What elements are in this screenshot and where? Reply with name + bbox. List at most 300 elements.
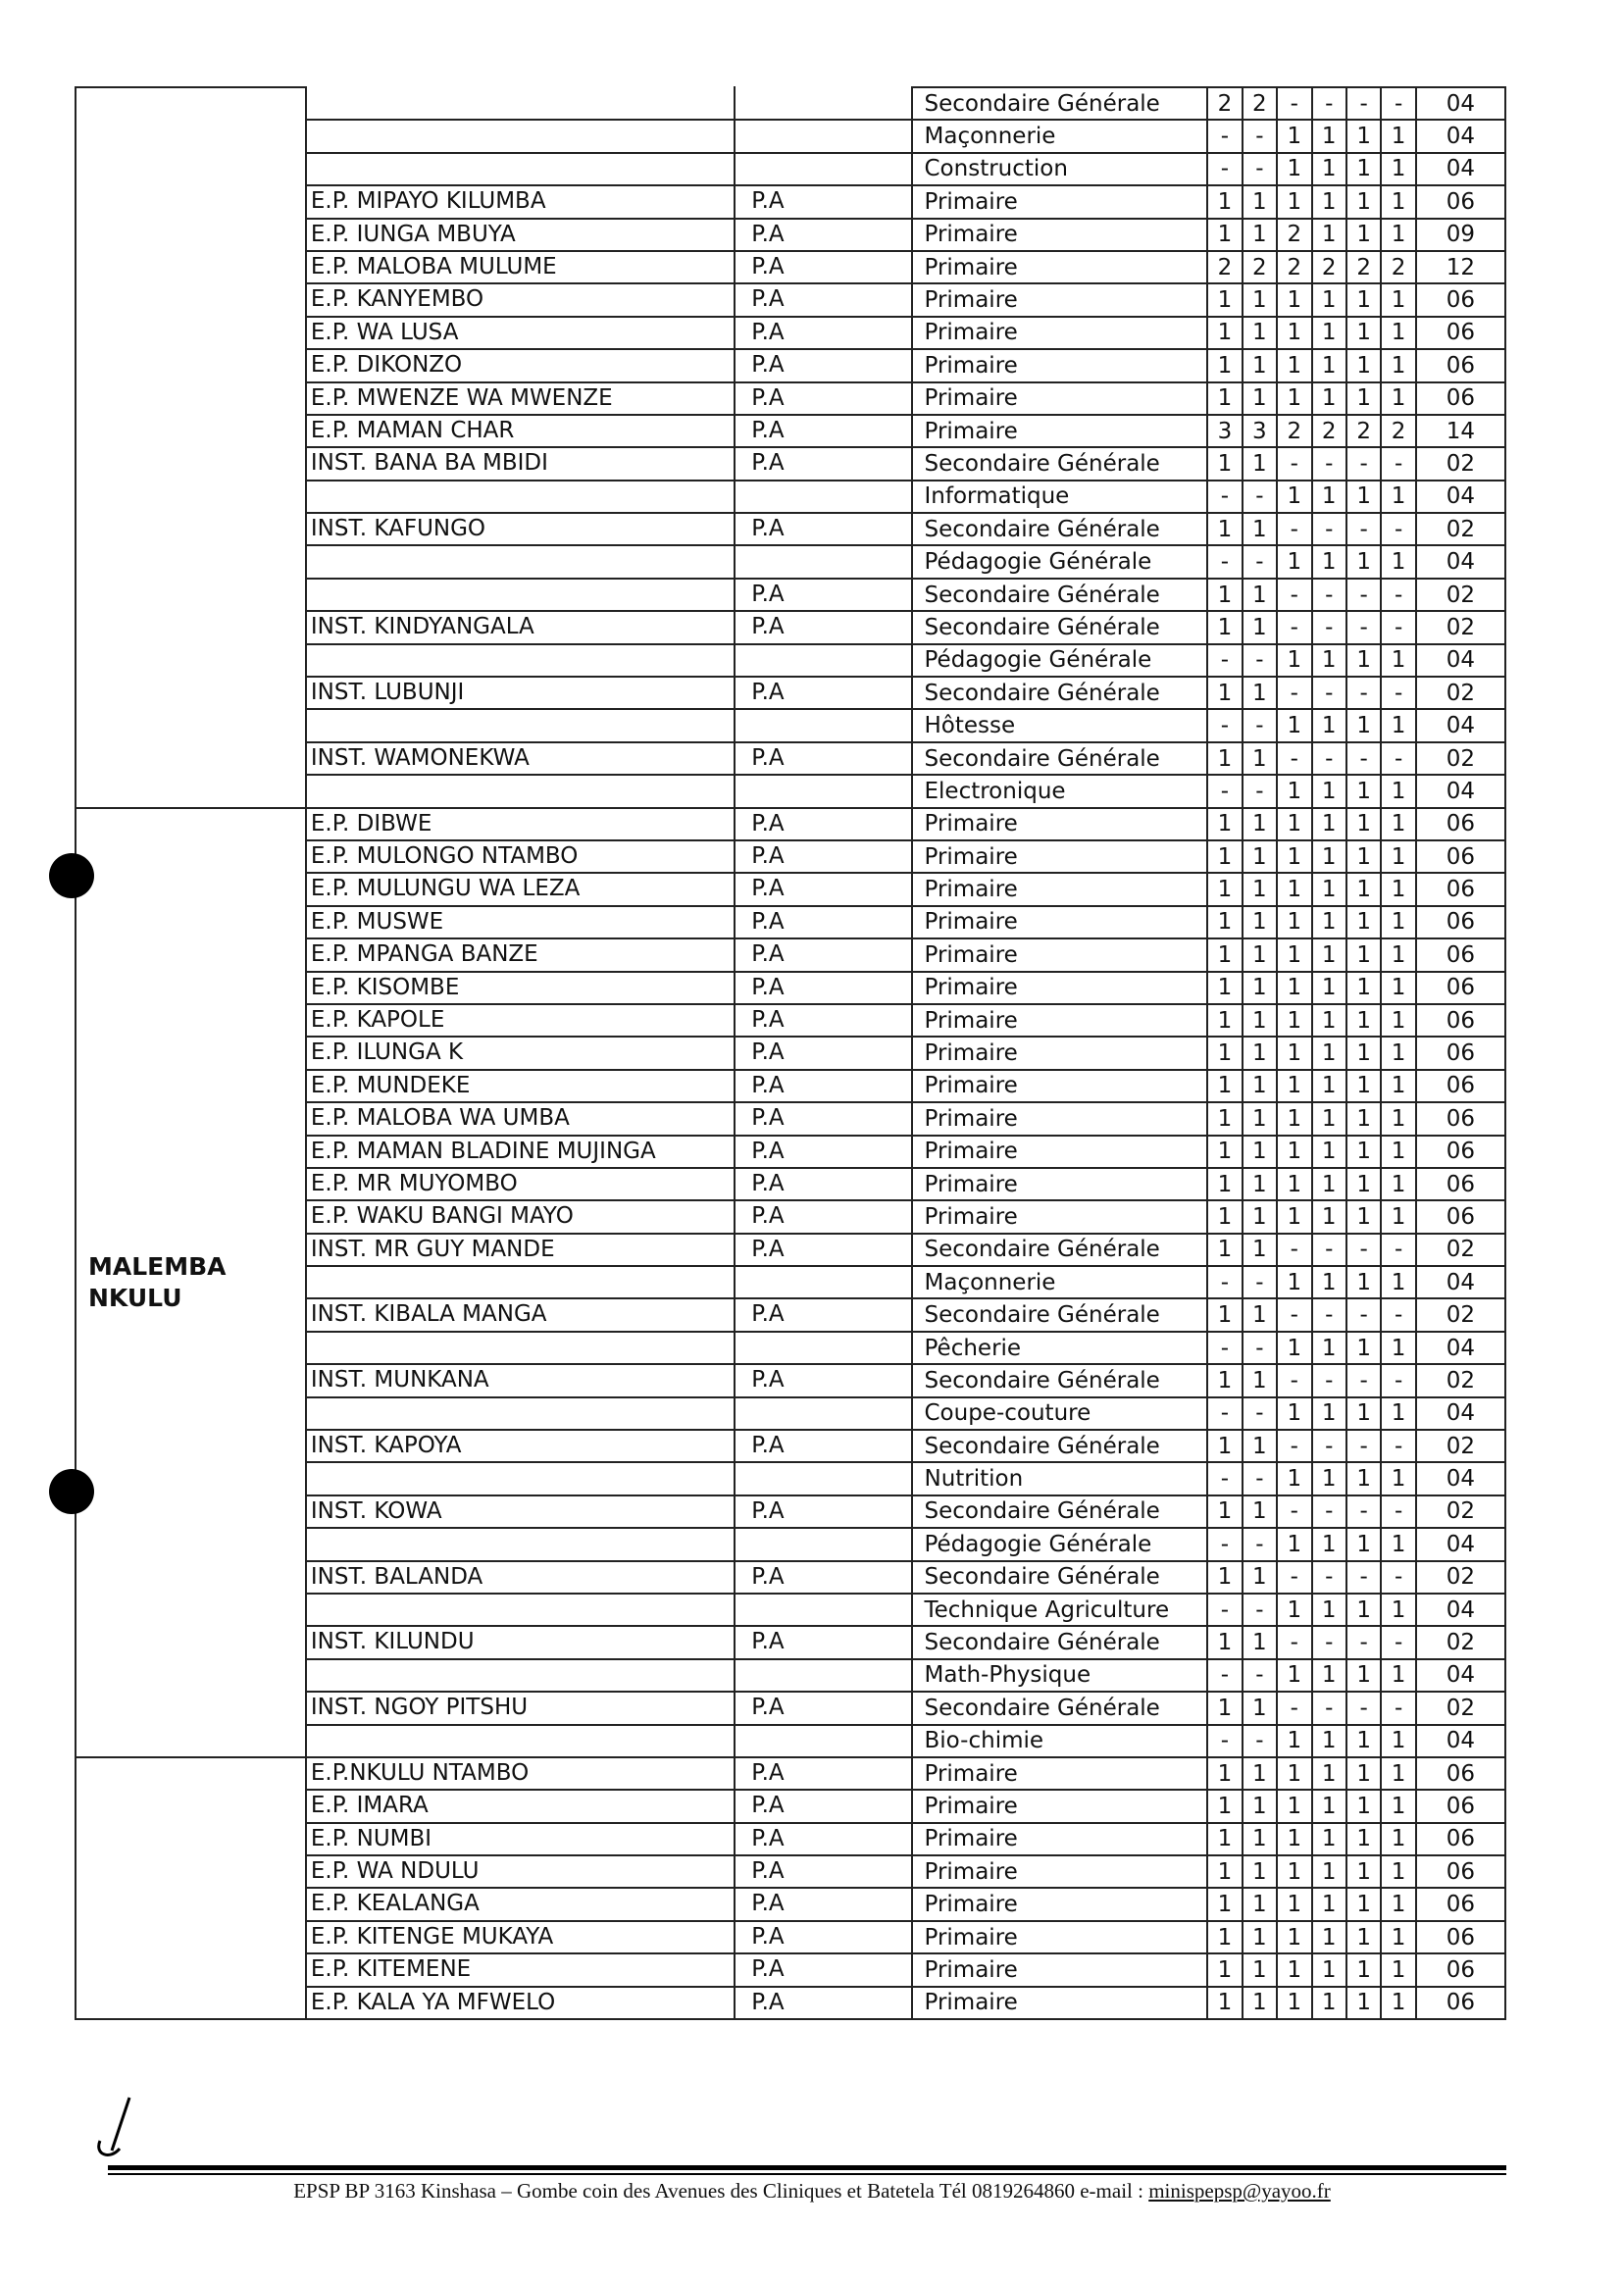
level-count: 1 [1207,513,1242,545]
total: 06 [1416,317,1505,349]
level-count: 1 [1243,185,1277,218]
level-count: - [1277,1495,1311,1528]
school-name [306,644,735,677]
level-count: 1 [1381,709,1415,741]
total: 06 [1416,808,1505,840]
level-count: - [1243,1528,1277,1560]
level-count: 1 [1243,1561,1277,1594]
level-count: 1 [1207,611,1242,643]
level-count: - [1312,513,1346,545]
total: 04 [1416,709,1505,741]
option: Secondaire Générale [912,1364,1208,1396]
level-count: 1 [1346,349,1381,381]
level-count: - [1207,709,1242,741]
level-count: 2 [1312,415,1346,447]
level-count: - [1381,1692,1415,1724]
level-count: 1 [1277,1921,1311,1953]
level-count: 1 [1207,1790,1242,1822]
level-count: - [1381,1495,1415,1528]
level-count: 1 [1277,1136,1311,1168]
school-name: E.P. MULUNGU WA LEZA [306,873,735,905]
level-count: 2 [1381,415,1415,447]
level-count: - [1346,1364,1381,1396]
total: 14 [1416,415,1505,447]
level-count: 1 [1381,545,1415,578]
level-count: 1 [1346,938,1381,971]
level-count: 1 [1243,219,1277,251]
level-count: 2 [1312,251,1346,283]
total: 06 [1416,349,1505,381]
level-count: 1 [1346,219,1381,251]
level-count: 1 [1207,1136,1242,1168]
level-count: 1 [1346,1397,1381,1430]
level-count: - [1381,1561,1415,1594]
level-count: - [1207,1266,1242,1298]
level-count: 1 [1312,709,1346,741]
option: Primaire [912,317,1208,349]
regime: P.A [735,1004,911,1037]
school-name: E.P. MUSWE [306,906,735,938]
level-count: - [1207,1397,1242,1430]
school-name [306,709,735,741]
school-name: E.P. IUNGA MBUYA [306,219,735,251]
level-count: - [1312,87,1346,120]
level-count: - [1277,87,1311,120]
level-count: 1 [1207,1888,1242,1920]
level-count: 1 [1207,873,1242,905]
level-count: - [1277,611,1311,643]
level-count: - [1277,1626,1311,1658]
total: 06 [1416,185,1505,218]
level-count: 1 [1346,1070,1381,1102]
level-count: 1 [1207,1495,1242,1528]
regime: P.A [735,382,911,415]
level-count: - [1207,545,1242,578]
option: Secondaire Générale [912,447,1208,480]
level-count: 1 [1277,1823,1311,1855]
regime: P.A [735,317,911,349]
level-count: 1 [1381,1888,1415,1920]
level-count: - [1346,742,1381,775]
total: 06 [1416,283,1505,316]
level-count: 2 [1381,251,1415,283]
option: Primaire [912,185,1208,218]
level-count: 1 [1312,185,1346,218]
level-count: 1 [1346,545,1381,578]
binder-hole [49,853,94,898]
total: 06 [1416,1757,1505,1790]
level-count: 1 [1207,1364,1242,1396]
total: 12 [1416,251,1505,283]
level-count: 1 [1277,317,1311,349]
regime [735,1332,911,1364]
total: 04 [1416,1659,1505,1692]
level-count: 1 [1312,1037,1346,1069]
level-count: - [1207,120,1242,152]
school-name: E.P. MWENZE WA MWENZE [306,382,735,415]
total: 04 [1416,1332,1505,1364]
regime: P.A [735,1561,911,1594]
level-count: 1 [1207,840,1242,873]
level-count: 1 [1277,1037,1311,1069]
total: 04 [1416,1462,1505,1495]
school-name: E.P. KISOMBE [306,972,735,1004]
level-count: - [1381,1298,1415,1331]
total: 06 [1416,938,1505,971]
regime: P.A [735,1168,911,1200]
level-count: 1 [1312,775,1346,807]
level-count: 1 [1243,513,1277,545]
level-count: - [1277,1430,1311,1462]
option: Hôtesse [912,709,1208,741]
school-name [306,1725,735,1757]
level-count: 1 [1243,579,1277,611]
level-count: - [1243,644,1277,677]
level-count: - [1207,1332,1242,1364]
school-name: INST. NGOY PITSHU [306,1692,735,1724]
level-count: - [1312,742,1346,775]
level-count: 1 [1381,120,1415,152]
school-name: INST. KILUNDU [306,1626,735,1658]
level-count: 1 [1346,1102,1381,1135]
level-count: - [1381,1234,1415,1266]
level-count: - [1243,1725,1277,1757]
level-count: 1 [1207,972,1242,1004]
option: Secondaire Générale [912,1692,1208,1724]
regime: P.A [735,972,911,1004]
level-count: 1 [1243,1987,1277,2019]
level-count: - [1346,1495,1381,1528]
level-count: 1 [1381,1594,1415,1626]
level-count: 1 [1346,972,1381,1004]
option: Primaire [912,1823,1208,1855]
school-name: E.P. NUMBI [306,1823,735,1855]
level-count: 3 [1243,415,1277,447]
level-count: 1 [1312,1004,1346,1037]
level-count: 1 [1381,938,1415,971]
level-count: 1 [1243,283,1277,316]
option: Primaire [912,1004,1208,1037]
total: 06 [1416,1921,1505,1953]
level-count: 1 [1243,1234,1277,1266]
level-count: 1 [1312,644,1346,677]
regime: P.A [735,1037,911,1069]
level-count: 1 [1207,317,1242,349]
level-count: 1 [1277,382,1311,415]
level-count: 1 [1277,709,1311,741]
level-count: 1 [1381,219,1415,251]
regime: P.A [735,1888,911,1920]
level-count: 1 [1207,1004,1242,1037]
total: 06 [1416,1200,1505,1233]
regime [735,481,911,513]
level-count: 1 [1312,1921,1346,1953]
option: Primaire [912,873,1208,905]
level-count: 1 [1381,1397,1415,1430]
level-count: 1 [1312,1528,1346,1560]
regime: P.A [735,219,911,251]
level-count: 1 [1346,808,1381,840]
level-count: 1 [1346,1136,1381,1168]
level-count: 1 [1207,1037,1242,1069]
level-count: 1 [1381,1200,1415,1233]
level-count: - [1312,447,1346,480]
option: Primaire [912,1168,1208,1200]
level-count: 1 [1346,1921,1381,1953]
level-count: 1 [1207,1987,1242,2019]
regime [735,1528,911,1560]
level-count: 1 [1346,1168,1381,1200]
level-count: - [1346,611,1381,643]
level-count: - [1381,513,1415,545]
level-count: 1 [1277,1888,1311,1920]
option: Coupe-couture [912,1397,1208,1430]
level-count: 1 [1346,840,1381,873]
school-name [306,120,735,152]
total: 06 [1416,1823,1505,1855]
total: 06 [1416,1855,1505,1888]
regime: P.A [735,808,911,840]
level-count: - [1277,677,1311,709]
level-count: 1 [1207,185,1242,218]
school-name: E.P. KANYEMBO [306,283,735,316]
school-name [306,1397,735,1430]
school-name: E.P. KITEMENE [306,1953,735,1986]
footer-rule-thin [108,2173,1506,2175]
total: 06 [1416,1136,1505,1168]
level-count: 1 [1346,709,1381,741]
level-count: 1 [1207,742,1242,775]
school-name: E.P. ILUNGA K [306,1037,735,1069]
region-cell [76,1757,306,2019]
regime [735,1725,911,1757]
level-count: 1 [1207,1102,1242,1135]
level-count: 1 [1381,1037,1415,1069]
level-count: 1 [1312,972,1346,1004]
school-name [306,545,735,578]
level-count: 2 [1207,87,1242,120]
option: Primaire [912,1953,1208,1986]
option: Secondaire Générale [912,1234,1208,1266]
level-count: 1 [1277,644,1311,677]
level-count: 1 [1243,906,1277,938]
school-name: E.P. MALOBA MULUME [306,251,735,283]
level-count: 1 [1243,972,1277,1004]
level-count: 1 [1207,677,1242,709]
level-count: 1 [1346,1594,1381,1626]
level-count: 2 [1346,251,1381,283]
option: Primaire [912,972,1208,1004]
school-name: E.P. KALA YA MFWELO [306,1987,735,2019]
school-name: E.P. MPANGA BANZE [306,938,735,971]
level-count: 1 [1312,545,1346,578]
total: 02 [1416,1495,1505,1528]
level-count: - [1381,87,1415,120]
total: 02 [1416,1561,1505,1594]
level-count: 1 [1381,1757,1415,1790]
school-name: INST. KIBALA MANGA [306,1298,735,1331]
school-name: E.P.NKULU NTAMBO [306,1757,735,1790]
level-count: 1 [1346,1462,1381,1495]
level-count: 1 [1243,1070,1277,1102]
option: Construction [912,153,1208,185]
level-count: - [1243,1594,1277,1626]
level-count: 1 [1312,1332,1346,1364]
level-count: 1 [1312,1462,1346,1495]
total: 04 [1416,775,1505,807]
total: 06 [1416,1168,1505,1200]
option: Bio-chimie [912,1725,1208,1757]
option: Secondaire Générale [912,742,1208,775]
option: Secondaire Générale [912,1298,1208,1331]
level-count: 1 [1277,972,1311,1004]
total: 04 [1416,87,1505,120]
level-count: 1 [1312,938,1346,971]
level-count: 1 [1381,481,1415,513]
total: 06 [1416,1004,1505,1037]
level-count: 1 [1207,1430,1242,1462]
level-count: 1 [1277,349,1311,381]
level-count: 1 [1346,906,1381,938]
level-count: - [1243,1397,1277,1430]
school-name [306,1659,735,1692]
level-count: 1 [1381,873,1415,905]
level-count: - [1346,1626,1381,1658]
total: 06 [1416,1070,1505,1102]
level-count: 1 [1207,906,1242,938]
option: Primaire [912,1037,1208,1069]
level-count: 1 [1277,1528,1311,1560]
regime: P.A [735,1430,911,1462]
level-count: 1 [1243,677,1277,709]
school-name: E.P. MIPAYO KILUMBA [306,185,735,218]
level-count: - [1277,1298,1311,1331]
level-count: 1 [1243,1168,1277,1200]
school-name: INST. KAPOYA [306,1430,735,1462]
level-count: - [1207,775,1242,807]
level-count: 1 [1312,1855,1346,1888]
level-count: 1 [1207,349,1242,381]
level-count: 1 [1312,873,1346,905]
option: Secondaire Générale [912,1495,1208,1528]
total: 06 [1416,906,1505,938]
table-row [76,1757,1505,1790]
level-count: 1 [1381,349,1415,381]
regime: P.A [735,251,911,283]
option: Primaire [912,1200,1208,1233]
level-count: 1 [1381,1004,1415,1037]
region-cell [76,87,306,808]
option: Primaire [912,1757,1208,1790]
total: 02 [1416,1626,1505,1658]
school-name: INST. MR GUY MANDE [306,1234,735,1266]
regime: P.A [735,1364,911,1396]
binder-hole [49,1469,94,1514]
level-count: 1 [1207,1757,1242,1790]
level-count: 1 [1277,1168,1311,1200]
level-count: 1 [1381,1790,1415,1822]
option: Maçonnerie [912,120,1208,152]
level-count: - [1243,709,1277,741]
school-name [306,481,735,513]
regime [735,1659,911,1692]
level-count: 1 [1243,349,1277,381]
option: Pédagogie Générale [912,1528,1208,1560]
level-count: - [1381,1626,1415,1658]
school-name: INST. KINDYANGALA [306,611,735,643]
level-count: - [1277,513,1311,545]
level-count: 2 [1277,219,1311,251]
level-count: 2 [1277,415,1311,447]
level-count: 1 [1312,1823,1346,1855]
level-count: 1 [1312,1266,1346,1298]
regime: P.A [735,873,911,905]
level-count: 1 [1346,1953,1381,1986]
level-count: 2 [1243,251,1277,283]
level-count: - [1312,677,1346,709]
school-name: E.P. DIBWE [306,808,735,840]
option: Secondaire Générale [912,611,1208,643]
region-cell: MALEMBA NKULU [76,808,306,1757]
level-count: - [1277,1364,1311,1396]
level-count: - [1277,1234,1311,1266]
level-count: 1 [1243,742,1277,775]
level-count: 1 [1243,1692,1277,1724]
regime: P.A [735,1200,911,1233]
option: Primaire [912,349,1208,381]
level-count: - [1207,1528,1242,1560]
level-count: 1 [1277,840,1311,873]
school-name [306,1528,735,1560]
school-name: E.P. KAPOLE [306,1004,735,1037]
level-count: 1 [1207,283,1242,316]
level-count: - [1381,1430,1415,1462]
level-count: 1 [1243,447,1277,480]
schools-table [75,86,1506,2020]
level-count: - [1207,644,1242,677]
regime: P.A [735,1102,911,1135]
level-count: 1 [1346,120,1381,152]
level-count: 1 [1277,1659,1311,1692]
total: 04 [1416,1528,1505,1560]
total: 02 [1416,1692,1505,1724]
school-name [306,87,735,120]
option: Maçonnerie [912,1266,1208,1298]
regime: P.A [735,1626,911,1658]
regime [735,153,911,185]
regime [735,775,911,807]
level-count: - [1346,677,1381,709]
level-count: 1 [1381,808,1415,840]
level-count: 1 [1381,1102,1415,1135]
option: Primaire [912,1921,1208,1953]
option: Electronique [912,775,1208,807]
level-count: 1 [1243,1888,1277,1920]
level-count: - [1312,611,1346,643]
level-count: - [1312,1626,1346,1658]
level-count: 1 [1277,1332,1311,1364]
school-name: E.P. MAMAN BLADINE MUJINGA [306,1136,735,1168]
regime: P.A [735,415,911,447]
option: Secondaire Générale [912,1626,1208,1658]
level-count: 1 [1312,1070,1346,1102]
option: Secondaire Générale [912,1561,1208,1594]
school-name: INST. BANA BA MBIDI [306,447,735,480]
level-count: - [1381,611,1415,643]
regime: P.A [735,906,911,938]
total: 06 [1416,972,1505,1004]
level-count: 1 [1207,1200,1242,1233]
